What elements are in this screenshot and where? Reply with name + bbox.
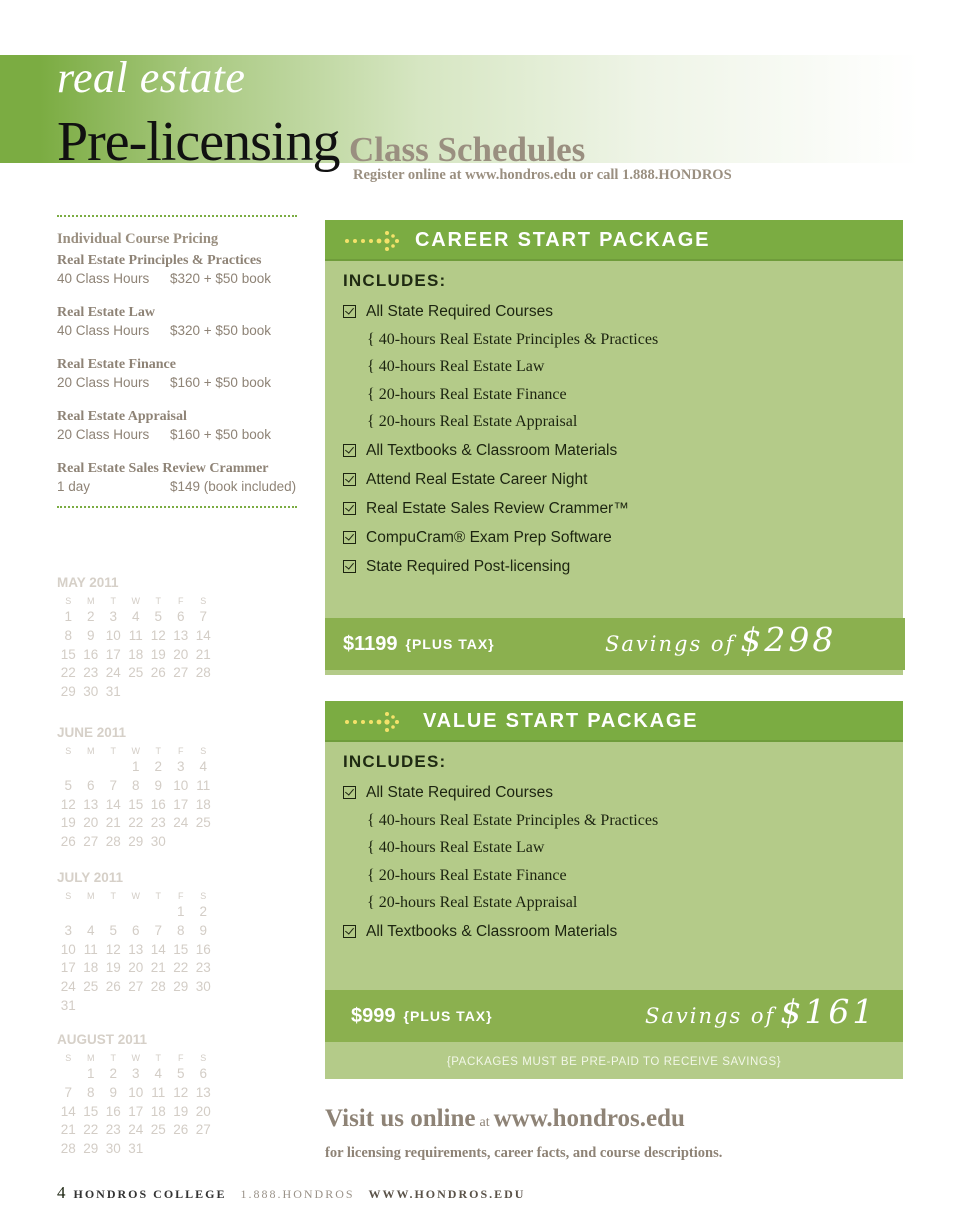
calendar-day: 25 <box>150 1122 166 1138</box>
calendar-day: 31 <box>128 1141 144 1157</box>
dots-burst-icon <box>343 707 405 737</box>
calendar-day: 30 <box>195 979 211 995</box>
savings-callout <box>605 620 836 659</box>
calendar-day: 30 <box>83 684 99 700</box>
calendar-day: 17 <box>173 796 189 812</box>
visit-description: for licensing requirements, career facts, and course descriptions. <box>325 1145 723 1161</box>
calendar-day: 27 <box>128 979 144 995</box>
calendar-day: 1 <box>86 1066 95 1081</box>
value-start-package <box>325 701 903 1045</box>
calendar-day: 3 <box>64 922 72 938</box>
calendar-day: 2 <box>109 1066 117 1081</box>
package-subitem: { 40-hours Real Estate Law <box>367 839 545 857</box>
calendar-day <box>125 903 148 922</box>
calendar-day: 15 <box>173 941 189 957</box>
calendar-day: 8 <box>131 777 140 793</box>
weekday-label: S <box>65 891 72 901</box>
calendar-day: 2 <box>199 904 207 919</box>
course-price: $320 + $50 book <box>170 323 271 338</box>
course-row <box>57 426 297 444</box>
calendar-day: 18 <box>150 1103 166 1119</box>
calendar-day <box>102 903 125 922</box>
course-row <box>57 322 297 340</box>
savings-amount: $161 <box>780 992 877 1031</box>
calendar-day: 28 <box>105 834 121 850</box>
header-script-title: real estate <box>57 53 246 102</box>
calendar-day: 17 <box>60 960 76 976</box>
calendar-day: 27 <box>173 665 189 681</box>
calendar-days <box>57 903 217 1016</box>
calendar-day: 19 <box>60 815 76 831</box>
calendar-day <box>57 1065 80 1084</box>
calendar-day: 2 <box>86 609 95 624</box>
savings-amount: $298 <box>740 620 837 659</box>
package-subitem: { 40-hours Real Estate Principles & Practices <box>367 811 659 829</box>
weekday-label: F <box>178 891 184 901</box>
item-label: State Required Post-licensing <box>366 557 571 575</box>
calendar-day: 18 <box>83 960 99 976</box>
calendar-day: 14 <box>195 627 211 643</box>
course-item <box>57 252 297 288</box>
calendar-weekdays <box>57 594 217 608</box>
weekday-label: S <box>200 891 207 901</box>
package-item <box>343 552 903 581</box>
calendar-june <box>57 724 217 852</box>
weekday-label: W <box>131 1053 140 1063</box>
weekday-label: S <box>200 746 207 756</box>
weekday-label: T <box>155 1053 161 1063</box>
calendar-day: 30 <box>150 834 166 850</box>
calendar-day: 20 <box>83 815 99 831</box>
calendar-day: 20 <box>195 1103 211 1119</box>
checkbox-icon <box>343 502 356 515</box>
package-subitem: { 20-hours Real Estate Finance <box>367 866 567 884</box>
calendar-day: 4 <box>131 609 140 624</box>
subitem-label: 20-hours Real Estate Finance <box>378 385 567 403</box>
calendar-day: 11 <box>196 777 211 793</box>
calendar-day: 15 <box>60 646 76 662</box>
package-item <box>343 436 903 465</box>
calendar-day: 28 <box>60 1141 76 1157</box>
calendar-day: 10 <box>128 1084 144 1100</box>
calendar-day: 3 <box>131 1066 140 1081</box>
calendar-day: 5 <box>64 777 72 793</box>
calendar-day: 16 <box>83 646 99 662</box>
calendar-day: 12 <box>150 627 166 643</box>
package-title: CAREER START PACKAGE <box>415 229 711 251</box>
calendar-day: 13 <box>83 796 99 812</box>
weekday-label: T <box>110 746 116 756</box>
course-hours: 40 Class Hours <box>57 271 150 286</box>
calendar-day: 16 <box>105 1103 121 1119</box>
item-label: All State Required Courses <box>366 302 553 320</box>
checkbox-icon <box>343 305 356 318</box>
footer-phone: 1.888.HONDROS <box>240 1187 355 1201</box>
calendar-day: 26 <box>60 834 76 850</box>
includes-label: INCLUDES: <box>343 271 447 290</box>
calendar-days <box>57 758 217 852</box>
price-bar <box>325 990 903 1042</box>
subitem-label: 20-hours Real Estate Finance <box>378 866 567 884</box>
course-hours: 1 day <box>57 479 91 494</box>
course-price: $160 + $50 book <box>170 375 271 390</box>
package-price: $999 <box>351 1004 396 1027</box>
calendar-day: 18 <box>195 796 211 812</box>
package-subitem: { 20-hours Real Estate Finance <box>367 385 567 403</box>
course-row <box>57 270 297 288</box>
calendar-day: 23 <box>195 960 211 976</box>
calendar-day: 9 <box>86 627 95 643</box>
calendar-day <box>80 903 103 922</box>
calendar-day: 8 <box>86 1084 95 1100</box>
subitem-label: 40-hours Real Estate Principles & Practices <box>378 330 659 348</box>
calendar-day: 3 <box>109 609 117 624</box>
calendar-day: 23 <box>83 665 99 681</box>
calendar-day: 8 <box>64 627 72 643</box>
calendar-day: 8 <box>176 922 185 938</box>
calendar-day: 15 <box>128 796 144 812</box>
visit-lead: Visit us online <box>325 1105 476 1132</box>
calendar-day: 10 <box>105 627 121 643</box>
weekday-label: W <box>131 891 140 901</box>
item-label: CompuCram® Exam Prep Software <box>366 528 612 546</box>
calendar-day: 7 <box>109 777 117 793</box>
calendar-day: 13 <box>195 1084 211 1100</box>
calendar-day: 6 <box>86 777 95 793</box>
page-number: 4 <box>57 1183 66 1202</box>
weekday-label: T <box>155 746 161 756</box>
calendar-day: 31 <box>105 684 121 700</box>
calendar-day: 25 <box>195 815 211 831</box>
calendar-day: 12 <box>60 796 76 812</box>
checkbox-icon <box>343 560 356 573</box>
calendar-day: 24 <box>60 979 76 995</box>
calendar-days <box>57 1065 217 1159</box>
package-price: $1199 <box>343 632 398 655</box>
item-label: All Textbooks & Classroom Materials <box>366 922 618 940</box>
calendar-day: 29 <box>83 1141 99 1157</box>
calendar-day: 21 <box>150 960 166 976</box>
calendar-day: 6 <box>176 609 185 624</box>
checkbox-icon <box>343 531 356 544</box>
calendar-day: 16 <box>195 941 211 957</box>
calendar-day: 22 <box>173 960 189 976</box>
calendar-day: 21 <box>105 815 121 831</box>
calendar-day: 3 <box>176 759 185 774</box>
subitem-label: 20-hours Real Estate Appraisal <box>378 894 578 912</box>
course-name: Real Estate Finance <box>57 357 176 372</box>
page-subtitle: Class Schedules <box>349 130 586 169</box>
checkbox-icon <box>343 444 356 457</box>
calendar-day: 9 <box>109 1084 117 1100</box>
calendar-day: 12 <box>173 1084 189 1100</box>
calendar-day: 7 <box>64 1084 72 1100</box>
package-item <box>343 917 903 946</box>
package-subitem: { 20-hours Real Estate Appraisal <box>367 413 578 431</box>
calendar-day: 17 <box>105 646 121 662</box>
course-hours: 40 Class Hours <box>57 323 150 338</box>
weekday-label: M <box>87 746 95 756</box>
weekday-label: T <box>110 596 116 606</box>
checkbox-icon <box>343 473 356 486</box>
package-item <box>343 523 903 552</box>
calendar-day: 21 <box>195 646 211 662</box>
weekday-label: F <box>178 1053 184 1063</box>
package-item <box>343 465 903 494</box>
subitem-label: 40-hours Real Estate Law <box>378 358 545 376</box>
calendar-day: 22 <box>128 815 144 831</box>
savings-label: Savings of <box>645 1004 776 1028</box>
checkbox-icon <box>343 786 356 799</box>
calendar-day: 23 <box>105 1122 121 1138</box>
calendar-day: 22 <box>83 1122 99 1138</box>
package-item <box>343 778 903 807</box>
footer-college: HONDROS COLLEGE <box>73 1187 227 1201</box>
weekday-label: F <box>178 596 184 606</box>
calendar-day: 11 <box>83 941 98 957</box>
calendar-day: 10 <box>60 941 76 957</box>
course-item <box>57 408 297 444</box>
calendar-day: 18 <box>128 646 144 662</box>
calendar-may <box>57 574 217 702</box>
calendar-day: 5 <box>176 1066 185 1081</box>
calendar-day <box>147 903 170 922</box>
calendar-day: 23 <box>150 815 166 831</box>
weekday-label: T <box>110 1053 116 1063</box>
calendar-august <box>57 1031 217 1159</box>
calendar-day: 6 <box>199 1066 207 1081</box>
calendar-day: 30 <box>105 1141 121 1157</box>
item-label: Real Estate Sales Review Crammer™ <box>366 499 629 517</box>
calendar-title: JULY 2011 <box>57 870 124 885</box>
calendar-day: 19 <box>150 646 166 662</box>
page-title: Pre-licensing <box>57 111 340 173</box>
calendar-weekdays <box>57 744 217 758</box>
calendar-day: 24 <box>128 1122 144 1138</box>
weekday-label: M <box>87 596 95 606</box>
weekday-label: S <box>65 746 72 756</box>
price-bar <box>325 618 905 670</box>
calendar-day: 15 <box>83 1103 99 1119</box>
visit-at: at <box>479 1115 490 1130</box>
calendar-day: 1 <box>64 609 72 624</box>
course-row <box>57 374 297 392</box>
package-title: VALUE START PACKAGE <box>423 710 699 732</box>
dots-burst-icon <box>343 226 405 256</box>
package-subitem: { 20-hours Real Estate Appraisal <box>367 894 578 912</box>
calendar-day <box>102 758 125 777</box>
calendar-day: 5 <box>154 609 162 624</box>
weekday-label: T <box>155 891 161 901</box>
subitem-label: 40-hours Real Estate Principles & Practices <box>378 811 659 829</box>
course-hours: 20 Class Hours <box>57 427 150 442</box>
calendar-day: 26 <box>105 979 121 995</box>
calendar-day: 4 <box>86 922 95 938</box>
subitem-label: 40-hours Real Estate Law <box>378 839 545 857</box>
weekday-label: F <box>178 746 184 756</box>
calendar-day: 13 <box>173 627 189 643</box>
footer-website[interactable]: WWW.HONDROS.EDU <box>368 1187 526 1201</box>
subitem-label: 20-hours Real Estate Appraisal <box>378 413 578 431</box>
calendar-day: 4 <box>199 759 207 774</box>
career-start-package <box>325 220 903 675</box>
course-row <box>57 478 297 496</box>
prepaid-note: {PACKAGES MUST BE PRE-PAID TO RECEIVE SAVINGS} <box>325 1045 903 1079</box>
website-link[interactable]: www.hondros.edu <box>493 1105 685 1132</box>
calendar-day: 24 <box>105 665 121 681</box>
calendar-day: 27 <box>83 834 99 850</box>
visit-online <box>325 1105 685 1133</box>
course-price: $320 + $50 book <box>170 271 271 286</box>
plus-tax-label: {PLUS TAX} <box>405 636 495 652</box>
pricing-title: Individual Course Pricing <box>57 231 219 247</box>
calendar-day: 24 <box>173 815 189 831</box>
checkbox-icon <box>343 925 356 938</box>
footer <box>57 1183 525 1203</box>
course-name: Real Estate Appraisal <box>57 409 187 424</box>
calendar-weekdays <box>57 889 217 903</box>
calendar-day: 28 <box>150 979 166 995</box>
item-label: All State Required Courses <box>366 783 553 801</box>
calendar-day: 25 <box>83 979 99 995</box>
calendar-day <box>57 903 80 922</box>
savings-label: Savings of <box>605 632 736 656</box>
calendar-day: 29 <box>128 834 144 850</box>
calendar-day: 16 <box>150 796 166 812</box>
package-item <box>343 494 903 523</box>
calendar-day: 6 <box>131 922 140 938</box>
course-item <box>57 460 297 496</box>
calendar-day: 14 <box>60 1103 76 1119</box>
calendar-title: JUNE 2011 <box>57 725 127 740</box>
package-subitem: { 40-hours Real Estate Principles & Practices <box>367 330 659 348</box>
calendar-day <box>57 758 80 777</box>
package-header <box>325 701 903 742</box>
weekday-label: S <box>200 596 207 606</box>
calendar-day: 10 <box>173 777 189 793</box>
calendar-day: 11 <box>128 627 143 643</box>
package-header <box>325 220 903 261</box>
course-pricing <box>57 215 297 508</box>
weekday-label: S <box>65 1053 72 1063</box>
plus-tax-label: {PLUS TAX} <box>403 1008 493 1024</box>
calendar-day: 11 <box>151 1084 166 1100</box>
calendar-day: 4 <box>154 1066 162 1081</box>
weekday-label: S <box>200 1053 207 1063</box>
course-price: $160 + $50 book <box>170 427 271 442</box>
calendar-day: 5 <box>109 922 117 938</box>
course-price: $149 (book included) <box>170 479 297 494</box>
calendar-day: 14 <box>150 941 166 957</box>
calendar-day: 1 <box>131 759 140 774</box>
calendar-title: MAY 2011 <box>57 575 119 590</box>
calendar-day: 9 <box>199 922 207 938</box>
weekday-label: S <box>65 596 72 606</box>
calendar-day: 12 <box>105 941 121 957</box>
package-subitem: { 40-hours Real Estate Law <box>367 358 545 376</box>
calendar-july <box>57 869 217 1016</box>
calendar-day: 2 <box>154 759 162 774</box>
weekday-label: T <box>155 596 161 606</box>
course-item <box>57 304 297 340</box>
calendar-day: 17 <box>128 1103 144 1119</box>
calendar-day: 7 <box>154 922 162 938</box>
calendar-day: 28 <box>195 665 211 681</box>
weekday-label: W <box>131 596 140 606</box>
weekday-label: T <box>110 891 116 901</box>
item-label: Attend Real Estate Career Night <box>366 470 588 488</box>
calendar-day: 20 <box>128 960 144 976</box>
weekday-label: W <box>131 746 140 756</box>
calendar-day: 21 <box>60 1122 76 1138</box>
calendar-weekdays <box>57 1051 217 1065</box>
calendar-day: 22 <box>60 665 76 681</box>
calendar-day: 20 <box>173 646 189 662</box>
course-item <box>57 356 297 392</box>
course-name: Real Estate Principles & Practices <box>57 253 262 268</box>
calendar-day: 13 <box>128 941 144 957</box>
calendar-day: 9 <box>154 777 162 793</box>
calendar-day: 14 <box>105 796 121 812</box>
calendar-day: 26 <box>173 1122 189 1138</box>
calendar-day: 29 <box>60 684 76 700</box>
calendar-days <box>57 608 217 702</box>
course-name: Real Estate Sales Review Crammer <box>57 461 269 476</box>
calendar-day <box>80 758 103 777</box>
calendar-day: 1 <box>176 904 185 919</box>
calendar-title: AUGUST 2011 <box>57 1032 148 1047</box>
register-line: Register online at www.hondros.edu or call 1.888.HONDROS <box>353 167 732 183</box>
includes-label: INCLUDES: <box>343 752 447 771</box>
calendar-day: 25 <box>128 665 144 681</box>
weekday-label: M <box>87 891 95 901</box>
calendar-day: 29 <box>173 979 189 995</box>
calendar-day: 7 <box>199 609 207 624</box>
calendar-day: 26 <box>150 665 166 681</box>
calendar-day: 19 <box>105 960 121 976</box>
calendar-day: 31 <box>60 997 76 1013</box>
savings-callout <box>645 992 876 1031</box>
weekday-label: M <box>87 1053 95 1063</box>
calendar-day: 27 <box>195 1122 211 1138</box>
calendar-day: 19 <box>173 1103 189 1119</box>
item-label: All Textbooks & Classroom Materials <box>366 441 618 459</box>
course-name: Real Estate Law <box>57 305 155 320</box>
course-hours: 20 Class Hours <box>57 375 150 390</box>
package-item <box>343 297 903 326</box>
